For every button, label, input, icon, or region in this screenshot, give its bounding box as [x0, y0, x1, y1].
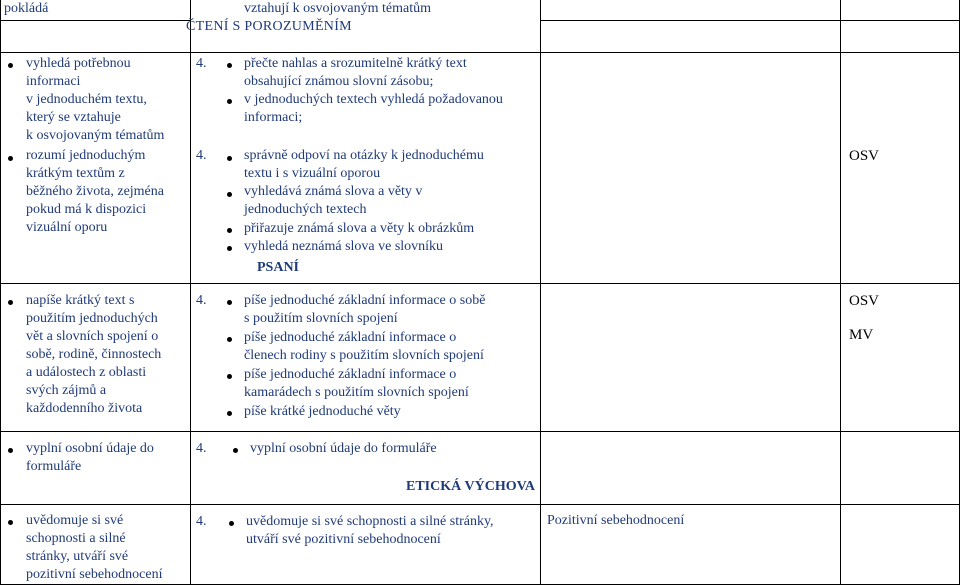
curriculum-text: přiřazuje známá slova a věty k obrázkům — [244, 221, 475, 236]
outcome-text: který se vztahuje — [26, 110, 121, 125]
crosscutting-theme: OSV — [849, 293, 880, 309]
bullet-icon — [227, 411, 232, 416]
outcome-text: vizuální oporu — [26, 220, 108, 235]
curriculum-text: členech rodiny s použitím slovních spojení — [244, 348, 484, 363]
curriculum-text: vyhledává známá slova a věty v — [244, 184, 423, 199]
curriculum-text: jednoduchých textech — [244, 202, 367, 217]
outcome-text: krátkým textům z — [26, 166, 125, 181]
bullet-icon — [227, 300, 232, 305]
outcome-text: uvědomuje si své — [26, 513, 124, 528]
row-divider — [0, 20, 190, 21]
row-divider — [0, 283, 960, 284]
curriculum-text: textu i s vizuální oporou — [244, 166, 381, 181]
column-divider — [840, 0, 841, 585]
bullet-icon — [233, 448, 238, 453]
outcome-text: pozitivní sebehodnocení — [26, 567, 163, 582]
outcome-text: sobě, rodině, činnostech — [26, 347, 162, 362]
bullet-icon — [8, 300, 13, 305]
crosscutting-theme: MV — [849, 327, 874, 343]
curriculum-text: uvědomuje si své schopnosti a silné stránky, — [246, 514, 494, 529]
bullet-icon — [8, 63, 13, 68]
bullet-icon — [227, 337, 232, 342]
row-divider — [840, 52, 960, 53]
curriculum-text: informaci; — [244, 110, 303, 125]
outcome-text: napíše krátký text s — [26, 293, 135, 308]
curriculum-text: s použitím slovních spojení — [244, 311, 398, 326]
column-divider — [190, 0, 191, 585]
bullet-icon — [227, 192, 232, 197]
outcome-text: v jednoduchém textu, — [26, 92, 147, 107]
outcome-text: schopnosti a silné — [26, 531, 126, 546]
bullet-icon — [227, 156, 232, 161]
row-divider — [0, 504, 960, 505]
bullet-icon — [227, 374, 232, 379]
section-heading-writing: PSANÍ — [257, 260, 300, 275]
outcome-text: k osvojovaným tématům — [26, 128, 165, 143]
outcome-text: každodenního života — [26, 401, 143, 416]
curriculum-text: v jednoduchých textech vyhledá požadovanou — [244, 92, 503, 107]
grade-number: 4. — [196, 56, 207, 71]
outcome-text: formuláře — [26, 459, 82, 474]
outcome-text: informaci — [26, 74, 81, 89]
outcome-text: použitím jednoduchých — [26, 311, 158, 326]
bullet-icon — [8, 156, 13, 161]
grade-number: 4. — [196, 441, 207, 456]
row-divider — [0, 52, 960, 53]
outcome-text: stránky, utváří své — [26, 549, 129, 564]
section-heading-reading: ČTENÍ S POROZUMĚNÍM — [186, 19, 352, 34]
bullet-icon — [227, 99, 232, 104]
section-heading-ethics: ETICKÁ VÝCHOVA — [406, 479, 536, 494]
crosscutting-theme: Pozitivní sebehodnocení — [547, 513, 685, 528]
curriculum-text: vyplní osobní údaje do formuláře — [250, 441, 437, 456]
outcome-text: běžného života, zejména — [26, 184, 164, 199]
curriculum-text: píše jednoduché základní informace o — [244, 367, 457, 382]
crosscutting-theme: OSV — [849, 148, 880, 164]
outcome-text: vět a slovních spojení o — [26, 329, 159, 344]
outcome-text: pokud má k dispozici — [26, 202, 147, 217]
curriculum-text: vyhledá neznámá slova ve slovníku — [244, 239, 444, 254]
bullet-icon — [227, 246, 232, 251]
row-divider — [0, 431, 960, 432]
outcome-text: vyplní osobní údaje do — [26, 441, 154, 456]
table-border — [0, 0, 1, 585]
bullet-icon — [227, 63, 232, 68]
bullet-icon — [8, 448, 13, 453]
left-cell-text: pokládá — [4, 1, 49, 16]
bullet-icon — [8, 520, 13, 525]
grade-number: 4. — [196, 148, 207, 163]
outcome-text: svých zájmů a — [26, 383, 107, 398]
column-divider — [540, 0, 541, 585]
curriculum-text: obsahující známou slovní zásobu; — [244, 74, 434, 89]
grade-number: 4. — [196, 293, 207, 308]
middle-cell-text: vztahují k osvojovaným tématům — [244, 1, 432, 16]
outcome-text: a událostech z oblasti — [26, 365, 147, 380]
bullet-icon — [229, 521, 234, 526]
outcome-text: vyhledá potřebnou — [26, 56, 131, 71]
curriculum-text: správně odpoví na otázky k jednoduchému — [244, 148, 484, 163]
outcome-text: rozumí jednoduchým — [26, 148, 146, 163]
grade-number: 4. — [196, 514, 207, 529]
row-divider — [540, 20, 960, 21]
bullet-icon — [227, 228, 232, 233]
curriculum-text: přečte nahlas a srozumitelně krátký text — [244, 56, 467, 71]
curriculum-text: píše jednoduché základní informace o — [244, 330, 457, 345]
curriculum-text: kamarádech s použitím slovních spojení — [244, 385, 469, 400]
curriculum-text: píše krátké jednoduché věty — [244, 404, 401, 419]
curriculum-text: píše jednoduché základní informace o sobě — [244, 293, 486, 308]
curriculum-text: utváří své pozitivní sebehodnocení — [246, 532, 441, 547]
